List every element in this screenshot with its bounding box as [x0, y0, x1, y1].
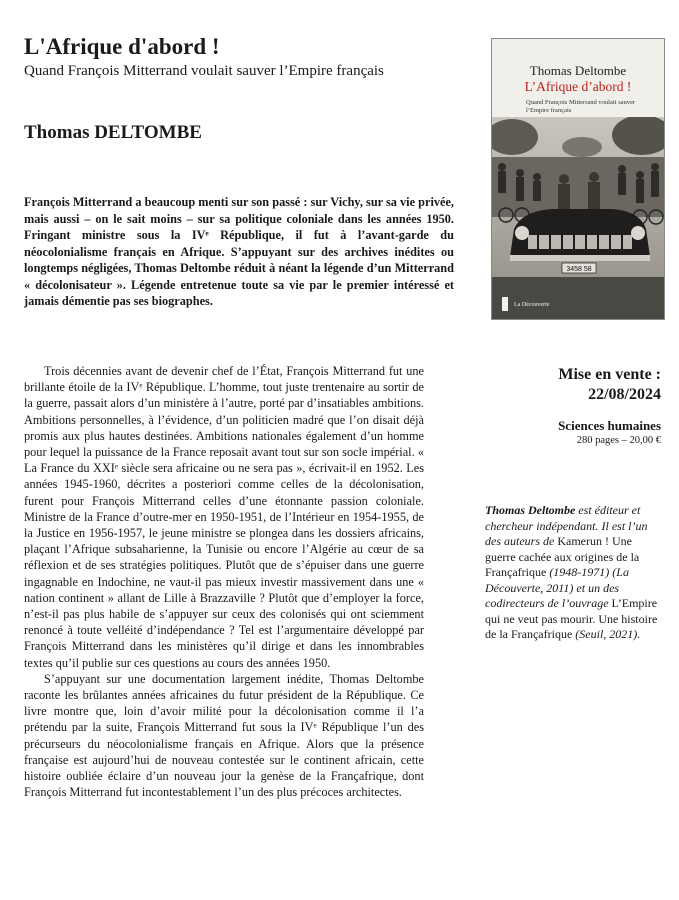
- book-cover: [491, 38, 665, 320]
- bio-book-title: L’Empire qui ne veut pas mourir. Une histoire de la Françafrique: [485, 596, 658, 641]
- cover-publisher: La Découverte: [514, 302, 550, 308]
- author-bio: [485, 503, 660, 643]
- pages-price: 280 pages – 20,00 €: [576, 435, 661, 446]
- category-label: Sciences humaines: [558, 418, 661, 433]
- license-plate: 3458 58: [566, 266, 592, 273]
- sale-label: Mise en vente :: [558, 366, 661, 383]
- description-paragraph: Trois décennies avant de devenir chef de l’État, François Mitterrand fut une brillante étoile de la IVᵉ République. L’homme, tout juste trentenaire au sortir de la guerre, passait alors d’un ministère à l’autre, porté par d’insatiables ambitions. Ambitions personnelles, à l’évidence, d’un politicien madré que l’on disait déjà promis aux plus hautes destinées. Ambitions nationales également d’un homme pour lequel la puissance de la France reposait avant tout sur son socle impérial. « La France du XXIᵉ siècle sera africaine ou ne sera pas », écrivait-il en 1952. Les années 1945-1960, décrites a posteriori comme celles de la décolonisation, furent pour François Mitterrand celles d’une étonnante passion coloniale. Ministre de la France d’outre-mer en 1950-1951, de l’Intérieur en 1954-1955, de la Justice en 1956-1957, le jeune ministre se plongea dans les dossiers africains, plaçant l’Afrique subsaharienne, la Tunisie ou encore l’Algérie au cœur de sa réflexion et de ses stratégies politiques. Plutôt que de s’épuiser dans une guerre ingagnable en Indochine, ne vaut-il pas mieux investir massivement dans une « nation continent » allant de Lille à Brazzaville ? Plutôt que d’employer la force, n’est-il pas plus habile de s’appuyer sur ceux des colonisés qui ont sciemment renoncé à toute velléité d’indépendance ? Tel est l’argumentaire développé par François Mitterrand dans les ministères qu’il dirige et dans les innombrables textes qu’il publie sur ces questions au cours des années 1950.: [24, 364, 424, 670]
- description-body: [24, 363, 424, 800]
- book-title: L'Afrique d'abord !: [24, 34, 220, 59]
- bio-book-title: Kamerun !: [557, 534, 609, 548]
- cover-photo: [492, 117, 664, 319]
- summary-blurb: François Mitterrand a beaucoup menti sur son passé : sur Vichy, sur sa vie privée, mais aussi – on le sait moins – sur sa politique coloniale dans les années 1950. Fringant ministre sous la IVᵉ République, il fut à l’avant-garde du néocolonialisme français en Afrique. S’appuyant sur des archives inédites ou longtemps négligées, Thomas Deltombe réduit à néant la légende d’un Mitterrand « décolonisateur ». Légende entretenue toute sa vie par le premier intéressé et jamais démentie pas ses biographes.: [24, 195, 454, 308]
- bio-book-title: Une guerre cachée aux origines de la Françafrique: [485, 534, 640, 579]
- cover-author: Thomas Deltombe: [529, 63, 627, 78]
- bio-text: est éditeur et chercheur indépendant. Il est l’un des auteurs de: [485, 503, 648, 548]
- description-paragraph: S’appuyant sur une documentation largement inédite, Thomas Deltombe raconte les brûlantes années africaines du futur président de la République. Ce livre montre que, loin d’avoir milité pour la décolonisation comme il l’a prétendu par la suite, François Mitterrand fut sous la IVᵉ République l’un des précurseurs du néocolonialisme français en Afrique. Alors que la présence française est aujourd’hui de nouveau contestée sur le continent africain, cette histoire oubliée éclaire d’un nouveau jour la genèse de la Françafrique, dont François Mitterrand fut incontestablement l’un des plus précoces architectes.: [24, 671, 424, 800]
- bio-text: (Seuil, 2021).: [572, 627, 641, 641]
- bio-author-name: Thomas Deltombe: [485, 503, 576, 517]
- cover-subtitle: Quand François Mitterrand voulait sauver l’Empire français: [526, 99, 636, 114]
- author-name: Thomas DELTOMBE: [24, 122, 202, 143]
- bio-text: (1948-1971) (La Découverte, 2011) et un des codirecteurs de l’ouvrage: [485, 565, 629, 610]
- sale-date: 22/08/2024: [588, 386, 661, 403]
- cover-title: L’Afrique d’abord !: [524, 79, 632, 94]
- book-subtitle: Quand François Mitterrand voulait sauver l’Empire français: [24, 63, 384, 79]
